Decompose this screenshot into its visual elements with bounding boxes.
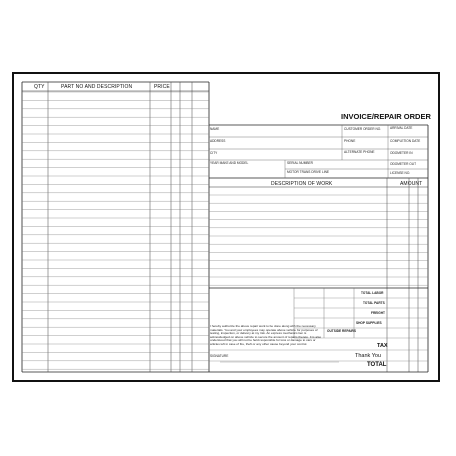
license-no-field-label[interactable]: LICENSE NO. <box>390 171 411 175</box>
invoice-repair-order-form <box>12 72 440 382</box>
address-field-label[interactable]: ADDRESS <box>210 139 226 143</box>
shop-supplies-label: SHOP SUPPLIES <box>356 321 382 325</box>
thank-you-text: Thank You <box>355 353 381 359</box>
signature-label: SIGNATURE <box>210 354 229 358</box>
tax-label: TAX <box>377 343 388 349</box>
odometer-out-field-label[interactable]: ODOMETER OUT <box>390 162 417 166</box>
motor-trans-field-label[interactable]: MOTOR TRANS DRIVE LINE <box>287 170 330 174</box>
serial-number-field-label[interactable]: SERIAL NUMBER <box>287 161 313 165</box>
total-label: TOTAL <box>367 362 387 368</box>
part-description-header: PART NO AND DESCRIPTION <box>61 84 133 90</box>
freight-label: FREIGHT <box>371 311 385 315</box>
odometer-in-field-label[interactable]: ODOMETER IN <box>390 151 413 155</box>
total-parts-label: TOTAL PARTS <box>363 301 385 305</box>
year-make-model-field-label[interactable]: YEAR MAKE AND MODEL <box>210 161 249 165</box>
amount-header: AMOUNT <box>400 181 423 187</box>
customer-order-no-field-label[interactable]: CUSTOMER ORDER NO. <box>344 127 382 131</box>
price-header: PRICE <box>154 84 170 90</box>
phone-field-label[interactable]: PHONE <box>344 139 356 143</box>
alternate-phone-field-label[interactable]: ALTERNATE PHONE <box>344 150 375 154</box>
description-of-work-header: DESCRIPTION OF WORK <box>271 181 333 187</box>
city-field-label[interactable]: CITY <box>210 151 218 155</box>
total-labor-label: TOTAL LABOR <box>361 291 384 295</box>
name-field-label[interactable]: NAME <box>210 127 220 131</box>
completion-date-field-label[interactable]: COMPLETION DATE <box>390 139 421 143</box>
authorization-text: I hereby authorize the above repair work to be done along with the necessary materials. You and your employees may operate above vehicle for purposes of testing, inspection, or delivery at my risk. An express mechanics lien is acknowledged on above vehicle to secure the amount of repairs thereto. It is also understood that you will not be held responsible for loss or damage to cars or articles left in case of fire, theft or any other cause beyond your control. <box>210 324 322 346</box>
qty-header: QTY <box>34 84 45 90</box>
arrival-date-field-label[interactable]: ARRIVAL DATE <box>390 126 413 130</box>
outside-repairs-label: OUTSIDE REPAIRS <box>327 329 356 333</box>
form-title: INVOICE/REPAIR ORDER <box>341 112 431 121</box>
